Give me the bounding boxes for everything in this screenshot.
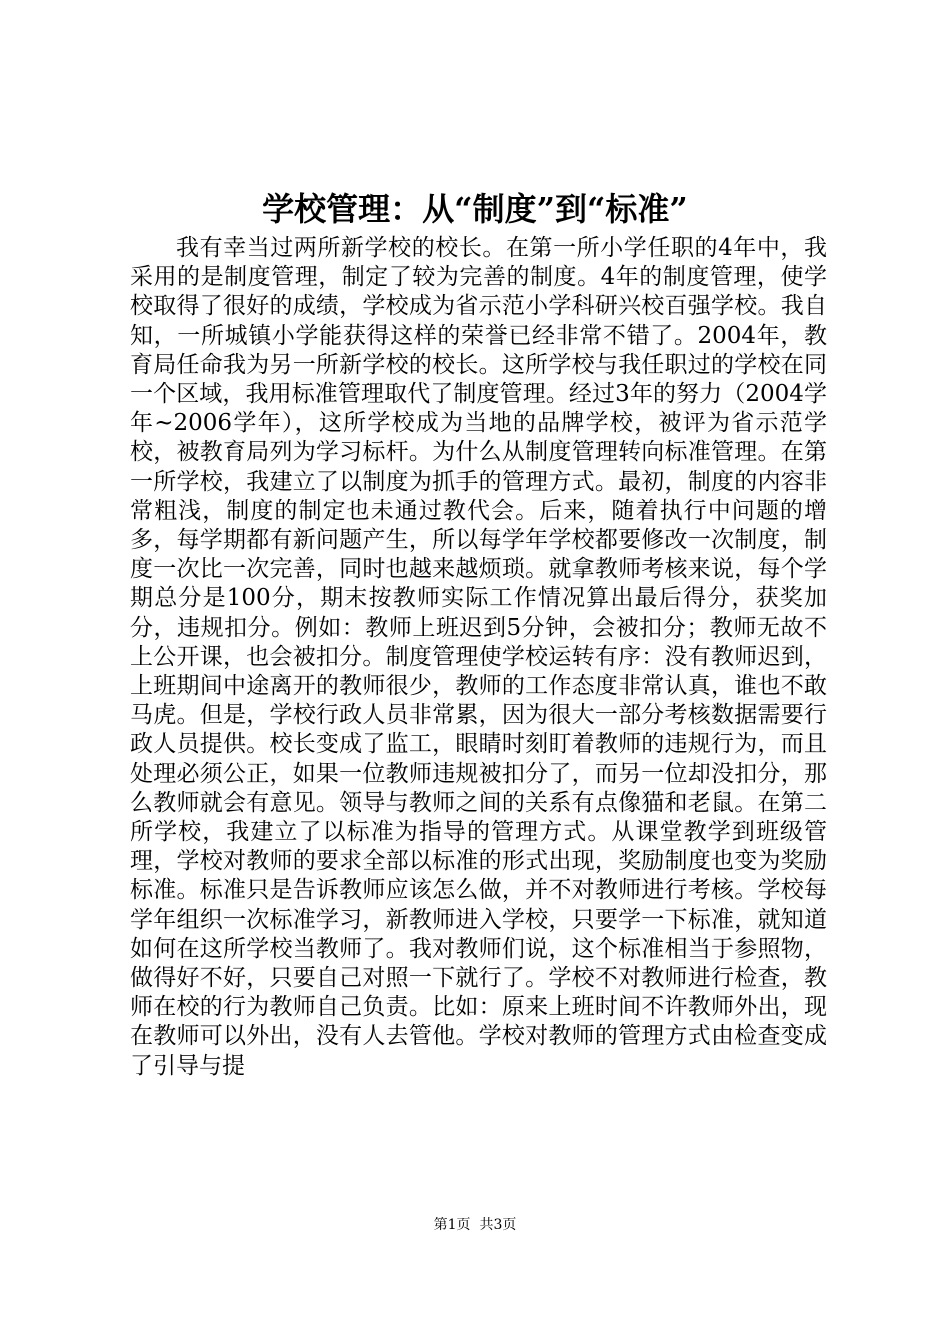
document-body-paragraph: 我有幸当过两所新学校的校长。在第一所小学任职的4年中，我采用的是制度管理，制定了较为完善的制度。4年的制度管理，使学校取得了很好的成绩，学校成为省示范小学科研兴校百强学校。我自知，一所城镇小学能获得这样的荣誉已经非常不错了。2004年，教育局任命我为另一所新学校的校长。这所学校与我任职过的学校在同一个区域，我用标准管理取代了制度管理。经过3年的努力（2004学年~2006学年），这所学校成为当地的品牌学校，被评为省示范学校，被教育局列为学习标杆。为什么从制度管理转向标准管理。在第一所学校，我建立了以制度为抓手的管理方式。最初，制度的内容非常粗浅，制度的制定也未通过教代会。后来，随着执行中问题的增多，每学期都有新问题产生，所以每学年学校都要修改一次制度，制度一次比一次完善，同时也越来越烦琐。就拿教师考核来说，每个学期总分是100分，期末按教师实际工作情况算出最后得分，获奖加分，违规扣分。例如：教师上班迟到5分钟，会被扣分；教师无故不上公开课，也会被扣分。制度管理使学校运转有序：没有教师迟到，上班期间中途离开的教师很少，教师的工作态度非常认真，谁也不敢马虎。但是，学校行政人员非常累，因为很大一部分考核数据需要行政人员提供。校长变成了监工，眼睛时刻盯着教师的违规行为，而且处理必须公正，如果一位教师违规被扣分了，而另一位却没扣分，那么教师就会有意见。领导与教师之间的关系有点像猫和老鼠。在第二所学校，我建立了以标准为指导的管理方式。从课堂教学到班级管理，学校对教师的要求全部以标准的形式出现，奖励制度也变为奖励标准。标准只是告诉教师应该怎么做，并不对教师进行考核。学校每学年组织一次标准学习，新教师进入学校，只要学一下标准，就知道如何在这所学校当教师了。我对教师们说，这个标准相当于参照物，做得好不好，只要自己对照一下就行了。学校不对教师进行检查，教师在校的行为教师自己负责。比如：原来上班时间不许教师外出，现在教师可以外出，没有人去管他。学校对教师的管理方式由检查变成了引导与提 [130,235,827,1079]
page-total: 共3页 [479,1217,517,1233]
document-title: 学校管理：从“制度”到“标准” [262,190,688,228]
page-number: 第1页 [433,1217,471,1233]
page-footer [0,1215,950,1235]
